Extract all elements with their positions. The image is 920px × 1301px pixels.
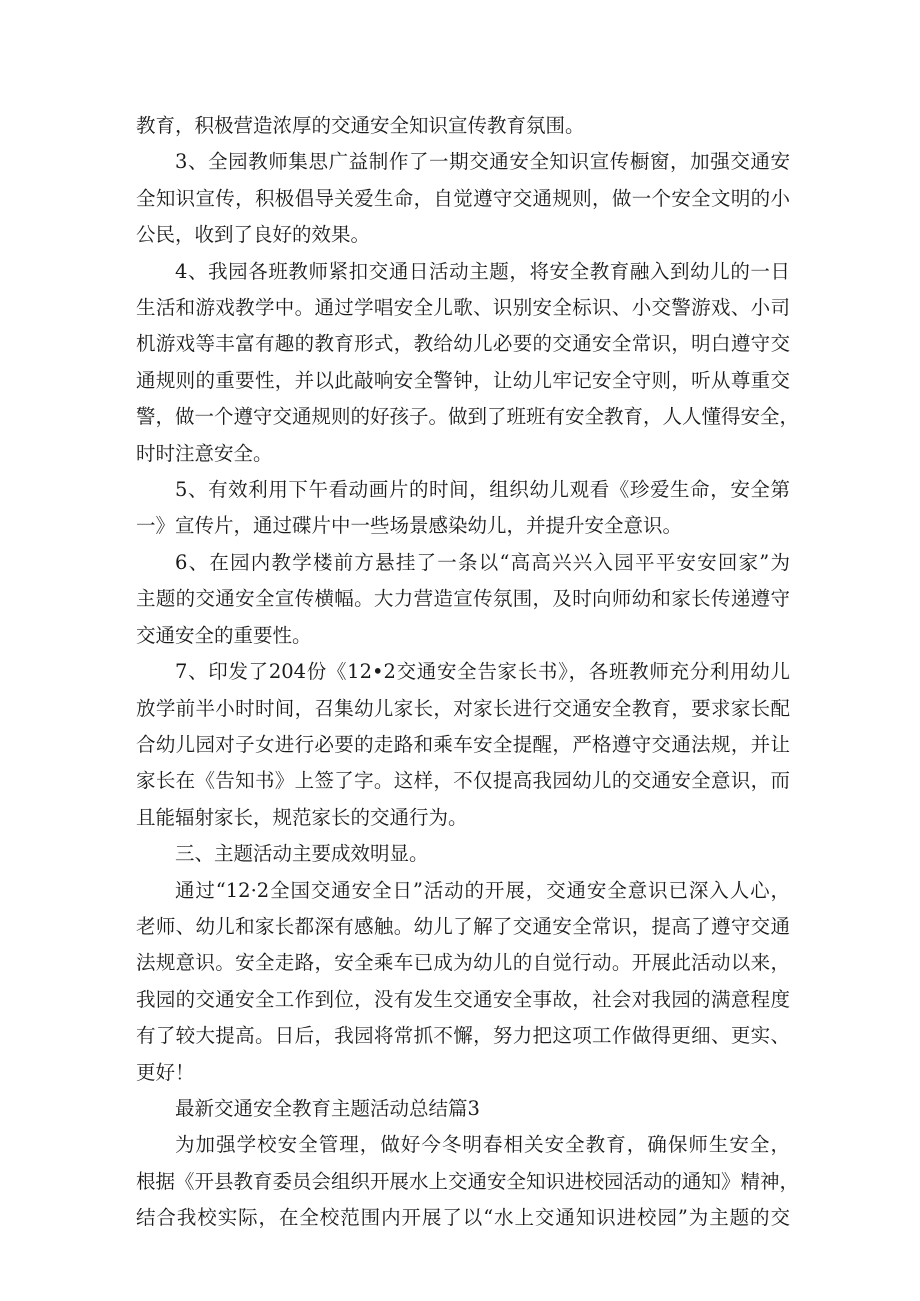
paragraph-item-7 — [136, 654, 790, 836]
text-line: 有了较大提高。日后，我园将常抓不懈，努力把这项工作做得更细、更实、 — [136, 1024, 790, 1048]
text-line: 老师、幼儿和家长都深有感触。幼儿了解了交通安全常识，提高了遵守交通 — [136, 914, 790, 938]
paragraph-continuation — [136, 108, 790, 144]
text-line: 我园的交通安全工作到位，没有发生交通安全事故，社会对我园的满意程度 — [136, 987, 790, 1011]
text-line: 且能辐射家长，规范家长的交通行为。 — [136, 805, 468, 829]
text-line: 5、有效利用下午看动画片的时间，组织幼儿观看《珍爱生命，安全第 — [175, 478, 790, 502]
text-line: 交通安全的重要性。 — [136, 623, 312, 647]
text-line: 家长在《告知书》上签了字。这样，不仅提高我园幼儿的交通安全意识，而 — [136, 769, 790, 793]
text-line: 7、印发了204份《12•2交通安全告家长书》，各班教师充分利用幼儿 — [175, 660, 790, 684]
paragraph-results-summary — [136, 873, 790, 1091]
text-line: 三、主题活动主要成效明显。 — [175, 842, 429, 866]
text-line: 根据《开县教育委员会组织开展水上交通安全知识进校园活动的通知》精神， — [136, 1169, 800, 1193]
text-line: 4、我园各班教师紧扣交通日活动主题，将安全教育融入到幼儿的一日 — [175, 259, 790, 283]
paragraph-intro — [136, 1127, 800, 1236]
paragraph-item-6 — [136, 545, 790, 654]
text-line: 6、在园内教学楼前方悬挂了一条以“高高兴兴入园平平安安回家”为 — [175, 550, 790, 574]
text-line: 合幼儿园对子女进行必要的走路和乘车安全提醒，严格遵守交通法规，并让 — [136, 732, 790, 756]
article-title — [136, 1091, 790, 1127]
text-line: 公民，收到了良好的效果。 — [136, 223, 371, 247]
text-line: 更好！ — [136, 1060, 195, 1084]
text-line: 主题的交通安全宣传横幅。大力营造宣传氛围，及时向师幼和家长传递遵守 — [136, 587, 790, 611]
paragraph-item-3 — [136, 144, 790, 253]
text-line: 机游戏等丰富有趣的教育形式，教给幼儿必要的交通安全常识，明白遵守交 — [136, 332, 790, 356]
paragraph-item-5 — [136, 472, 790, 545]
document-page — [136, 108, 800, 1237]
text-line: 通过“12·2全国交通安全日”活动的开展，交通安全意识已深入人心， — [175, 878, 790, 902]
text-line: 时时注意安全。 — [136, 441, 273, 465]
text-line: 全知识宣传，积极倡导关爱生命，自觉遵守交通规则，做一个安全文明的小 — [136, 186, 790, 210]
text-line: 为加强学校安全管理，做好今冬明春相关安全教育，确保师生安全， — [175, 1133, 790, 1157]
text-line: 法规意识。安全走路，安全乘车已成为幼儿的自觉行动。开展此活动以来， — [136, 951, 790, 975]
text-line: 结合我校实际，在全校范围内开展了以“水上交通知识进校园”为主题的交 — [136, 1206, 790, 1230]
text-line: 生活和游戏教学中。通过学唱安全儿歌、识别安全标识、小交警游戏、小司 — [136, 296, 790, 320]
text-line: 警，做一个遵守交通规则的好孩子。做到了班班有安全教育，人人懂得安全， — [136, 405, 800, 429]
text-line: 一》宣传片，通过碟片中一些场景感染幼儿，并提升安全意识。 — [136, 514, 683, 538]
text-line: 放学前半小时时间，召集幼儿家长，对家长进行交通安全教育，要求家长配 — [136, 696, 790, 720]
text-line: 教育，积极营造浓厚的交通安全知识宣传教育氛围。 — [136, 114, 585, 137]
text-line: 最新交通安全教育主题活动总结篇3 — [175, 1096, 480, 1120]
text-line: 通规则的重要性，并以此敲响安全警钟，让幼儿牢记安全守则，听从尊重交 — [136, 368, 790, 392]
paragraph-item-4 — [136, 254, 800, 472]
text-line: 3、全园教师集思广益制作了一期交通安全知识宣传橱窗，加强交通安 — [175, 150, 790, 174]
section-heading-results — [136, 836, 790, 872]
